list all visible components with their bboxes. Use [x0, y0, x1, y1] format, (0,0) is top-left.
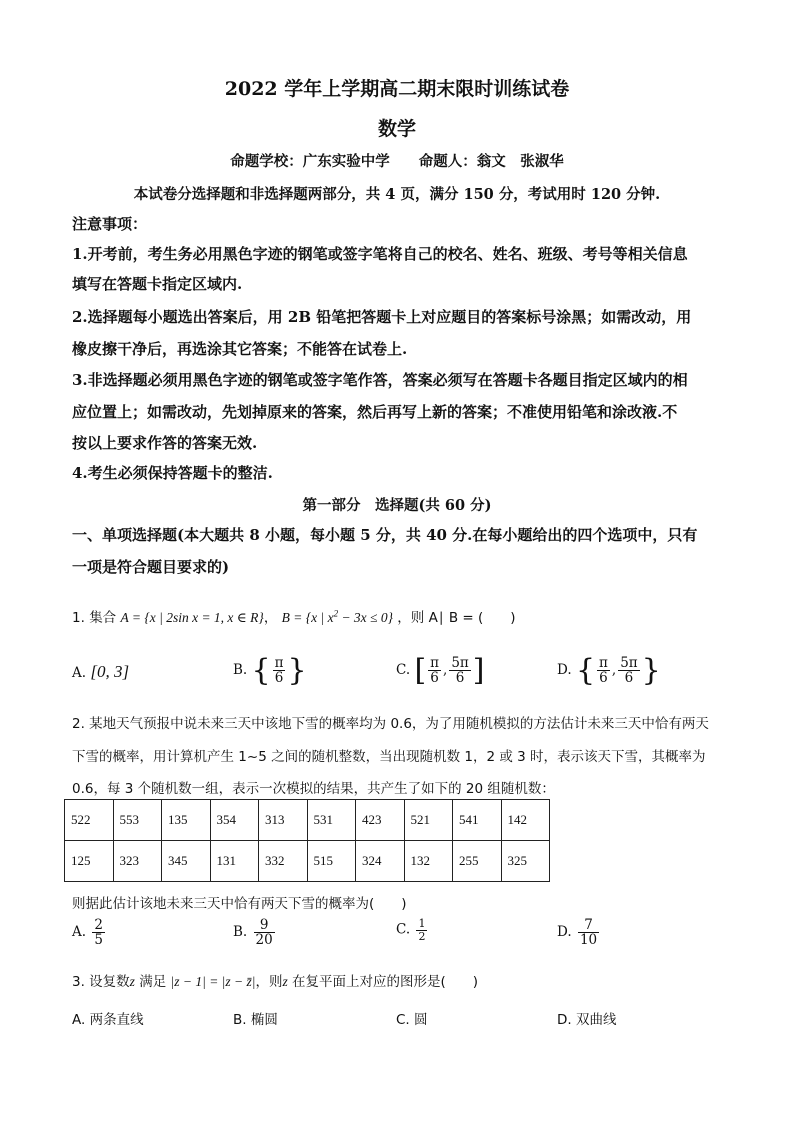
note-line: 3.非选择题必须用黑色字迹的钢笔或签字笔作答，答案必须写在答题卡各题目指定区域内的相 [72, 371, 688, 389]
option-label: D. [557, 662, 572, 678]
option-label: C. [396, 921, 411, 938]
table-cell: 325 [501, 841, 550, 882]
set-b: B = {x | $x^2 - 3x \le 0$} [281, 608, 393, 625]
table-cell: 125 [65, 841, 114, 882]
table-cell: 324 [356, 841, 405, 882]
table-cell: 345 [162, 841, 211, 882]
question-2-prompt: 则据此估计该地未来三天中恰有两天下雪的概率为( ) [72, 896, 407, 912]
table-cell: 332 [259, 841, 308, 882]
table-cell: 423 [356, 800, 405, 841]
option-label: D. [557, 924, 572, 941]
option-a [72, 662, 129, 682]
random-number-table [64, 799, 550, 882]
question-text: 在复平面上对应的图形是( ) [287, 974, 479, 990]
table-row [65, 800, 550, 841]
option-d: D. 双曲线 [557, 1012, 617, 1028]
note-line: 按以上要求作答的答案无效. [72, 434, 258, 452]
option-a: A. $\frac{2}{5}$ [72, 917, 103, 949]
question-2-line: 下雪的概率，用计算机产生 1~5 之间的随机整数，当出现随机数 1，2 或 3 时，表示该天下雪，其概率为 [72, 749, 706, 765]
question-3 [72, 970, 478, 990]
question-text: ， [263, 610, 278, 626]
option-b: B. $\frac{9}{20}$ [233, 917, 273, 949]
table-cell: 135 [162, 800, 211, 841]
exam-info-line: 本试卷分选择题和非选择题两部分，共 4 页，满分 150 分，考试用时 120 分钟. [133, 186, 661, 203]
question-text: 3. 设复数 [72, 974, 130, 990]
option-c: C. $\frac{1}{2}$ [396, 917, 426, 943]
note-line: 填写在答题卡指定区域内. [72, 275, 243, 293]
question-text: ，则 [255, 974, 283, 990]
table-cell: 132 [404, 841, 453, 882]
table-cell: 553 [113, 800, 162, 841]
option-d: D. { $\frac{\pi}{6}$ , $\frac{5\pi}{6}$ } [557, 653, 661, 688]
exam-title: 2022 学年上学期高二期末限时训练试卷 [224, 78, 570, 100]
part1-title: 第一部分 选择题(共 60 分) [302, 497, 492, 514]
table-cell: 522 [65, 800, 114, 841]
table-cell: 323 [113, 841, 162, 882]
option-label: C. [396, 662, 411, 678]
table-cell: 515 [307, 841, 356, 882]
note-line: 应位置上；如需改动，先划掉原来的答案，然后再写上新的答案；不准使用铅笔和涂改液.不 [72, 403, 678, 421]
table-cell: 255 [453, 841, 502, 882]
question-2-line: 2. 某地天气预报中说未来三天中该地下雪的概率均为 0.6，为了用随机模拟的方法估计未来三天中恰有两天 [72, 716, 709, 732]
note-line: 橡皮擦干净后，再选涂其它答案；不能答在试卷上. [72, 340, 408, 358]
table-cell: 131 [210, 841, 259, 882]
option-d: D. $\frac{7}{10}$ [557, 917, 598, 949]
section-instruction: 一、单项选择题(本大题共 8 小题，每小题 5 分，共 40 分.在每小题给出的四个选项中，只有 [72, 526, 698, 544]
table-row [65, 841, 550, 882]
note-line: 4.考生必须保持答题卡的整洁. [72, 464, 273, 482]
option-b: B. { $\frac{\pi}{6}$ } [233, 653, 307, 688]
variable-z: z [129, 974, 135, 989]
option-a: A. 两条直线 [72, 1012, 144, 1028]
table-cell: 354 [210, 800, 259, 841]
question-text: ，则 A∣ B = ( ) [397, 610, 516, 626]
author-line: 命题学校：广东实验中学 命题人：翁文 张淑华 [230, 153, 564, 170]
question-text: 集合 [89, 610, 117, 626]
set-a: A = {x | 2sin x = 1, x ∈ R} [120, 610, 264, 625]
question-1 [72, 606, 516, 626]
subject-title: 数学 [377, 118, 416, 140]
note-line: 2.选择题每小题选出答案后，用 2B 铅笔把答题卡上对应题目的答案标号涂黑；如需改动，用 [72, 308, 692, 326]
option-label: B. [233, 924, 248, 941]
condition-equation: |z − 1| = |z − z̄| [170, 974, 256, 989]
table-cell: 142 [501, 800, 550, 841]
question-text: 满足 [134, 974, 167, 990]
option-label: A. [72, 665, 87, 681]
option-b: B. 椭圆 [233, 1012, 278, 1028]
section-instruction: 一项是符合题目要求的) [72, 558, 230, 576]
option-c: C. 圆 [396, 1012, 428, 1028]
table-cell: 531 [307, 800, 356, 841]
table-cell: 521 [404, 800, 453, 841]
option-c: C. [ $\frac{\pi}{6}$ , $\frac{5\pi}{6}$ ] [396, 653, 485, 688]
variable-z: z [282, 974, 288, 989]
question-number: 1. [72, 610, 85, 626]
table-cell: 541 [453, 800, 502, 841]
notes-heading: 注意事项： [72, 215, 148, 233]
note-line: 1.开考前，考生务必用黑色字迹的钢笔或签字笔将自己的校名、姓名、班级、考号等相关信息 [72, 245, 688, 263]
table-cell: 313 [259, 800, 308, 841]
question-2-line: 0.6，每 3 个随机数一组，表示一次模拟的结果，共产生了如下的 20 组随机数： [72, 781, 555, 797]
option-value: [0, 3] [90, 662, 130, 681]
option-label: A. [72, 924, 87, 941]
option-label: B. [233, 662, 248, 678]
